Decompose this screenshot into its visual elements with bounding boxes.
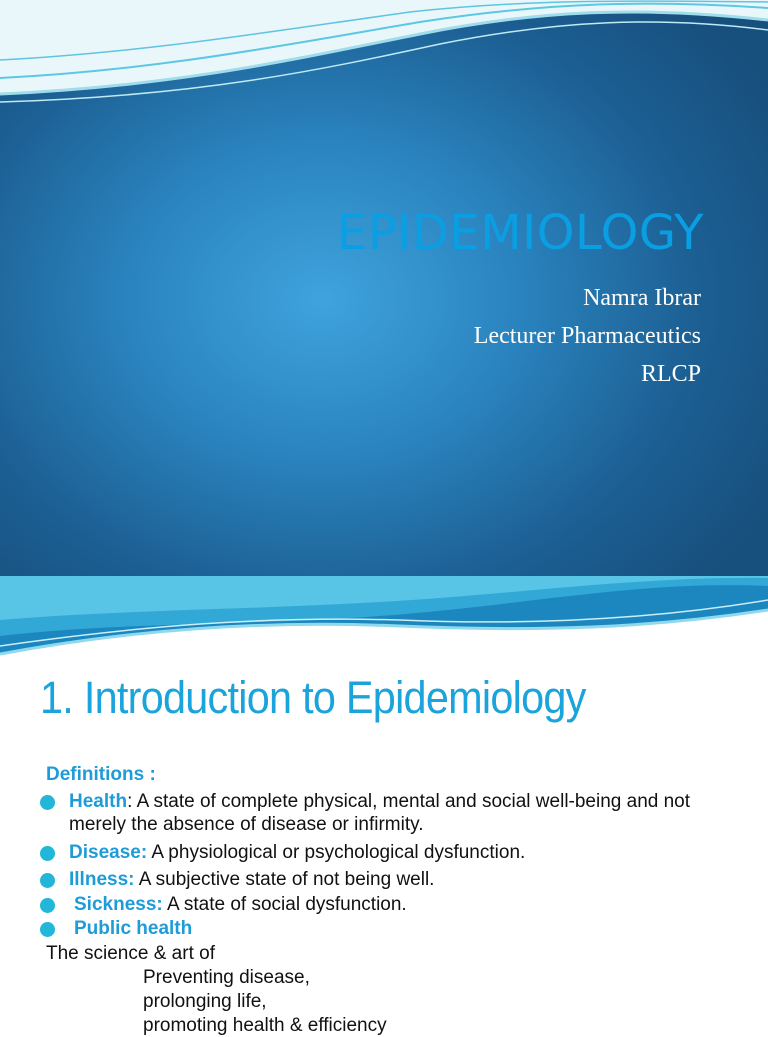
- bullet-icon: [40, 898, 55, 913]
- bullet-icon: [40, 922, 55, 937]
- definition-text: A subjective state of not being well.: [138, 869, 435, 890]
- definition-term: Health: [69, 791, 128, 812]
- definition-term: Public health: [74, 918, 193, 939]
- slide-title: 1. Introduction to Epidemiology: [40, 672, 586, 723]
- public-health-line: prolonging life,: [143, 991, 267, 1012]
- public-health-intro: The science & art of: [46, 943, 215, 964]
- author-institution: RLCP: [640, 361, 701, 387]
- content-slide: 1. Introduction to Epidemiology Definitions : Health: A state of complete physical, mental and social well-being and not merely the absence of disease or infirmity. Disease: A physiological or psychological dysfunction. Illness: A subjective state of not being well. Sickness: A state of social dysfunction. Public health The science & art of Preventing disease, prolonging life, promoting health & efficiency: [0, 576, 768, 1024]
- presentation-title: EPIDEMIOLOGY: [336, 205, 704, 261]
- bullet-icon: [40, 873, 55, 888]
- definition-term: Sickness:: [74, 894, 163, 915]
- top-wave-decoration: [0, 0, 768, 110]
- public-health-line: Preventing disease,: [143, 967, 310, 988]
- definition-term: Illness:: [69, 869, 135, 890]
- definitions-heading: Definitions :: [46, 764, 156, 785]
- bullet-icon: [40, 846, 55, 861]
- presenter-info: [474, 279, 701, 393]
- definition-term: Disease:: [69, 842, 148, 863]
- definition-text: A physiological or psychological dysfunction.: [151, 842, 526, 863]
- definition-text: A state of social dysfunction.: [166, 894, 407, 915]
- definition-text: A state of complete physical, mental and social well-being and not merely the absence of disease or infirmity.: [69, 791, 691, 835]
- author-name: Namra Ibrar: [583, 285, 701, 311]
- public-health-line: promoting health & efficiency: [143, 1015, 387, 1036]
- bullet-icon: [40, 795, 55, 810]
- author-position: Lecturer Pharmaceutics: [473, 323, 701, 349]
- header-wave-decoration: [0, 576, 768, 656]
